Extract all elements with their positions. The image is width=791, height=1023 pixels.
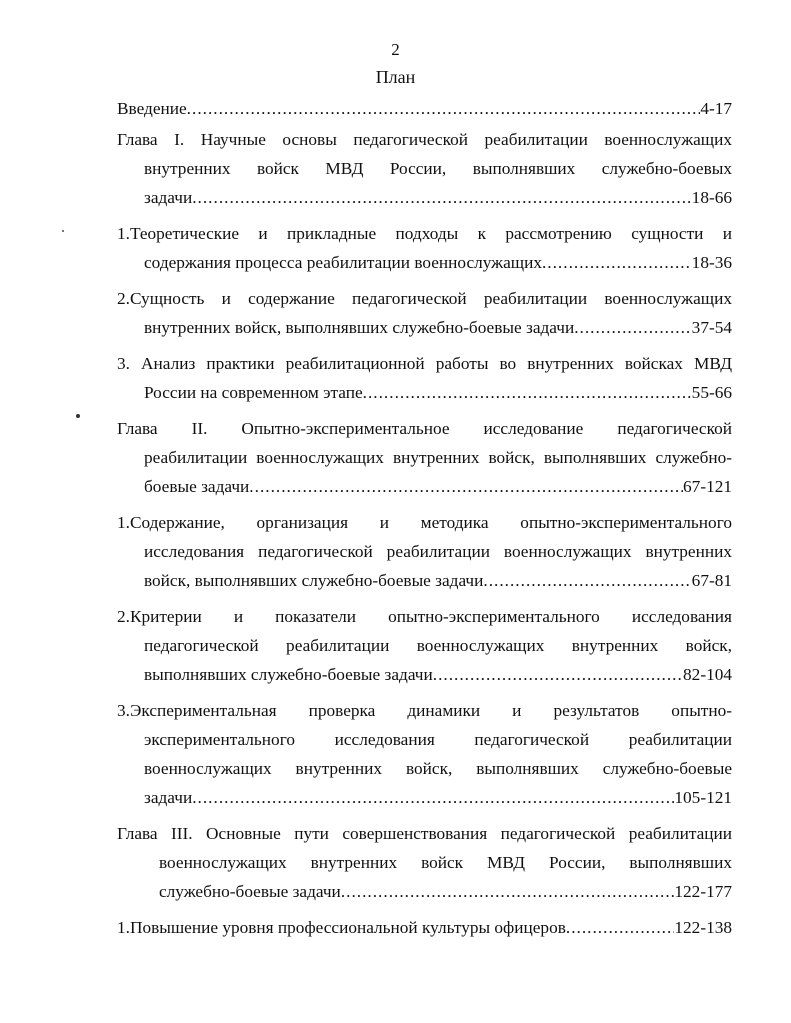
toc-line-last <box>117 566 732 595</box>
toc-entry-title: выполнявших служебно-боевые задачи <box>144 665 433 684</box>
toc-entry-pages: 67-81 <box>691 571 732 590</box>
table-of-contents <box>117 94 732 942</box>
page-number: 2 <box>391 40 400 59</box>
toc-line: 3.Экспериментальная проверка динамики и результатов опытно- <box>117 701 732 720</box>
toc-entry-pages: 37-54 <box>691 318 732 337</box>
toc-entry-section-3-1[interactable] <box>117 913 732 942</box>
toc-line: 2.Критерии и показатели опытно-экспериментального исследования <box>117 607 732 626</box>
toc-entry-section-2-3[interactable] <box>117 696 732 812</box>
toc-entry-section-1-2[interactable] <box>117 284 732 342</box>
toc-entry-pages: 122-138 <box>674 918 732 937</box>
toc-entry-section-1-3[interactable] <box>117 349 732 407</box>
toc-line-last <box>117 877 732 906</box>
toc-entry-title: содержания процесса реабилитации военнослужащих <box>144 253 542 272</box>
toc-entry-title: боевые задачи <box>144 477 250 496</box>
dot-leader <box>483 566 691 595</box>
toc-entry-section-2-1[interactable] <box>117 508 732 595</box>
toc-entry-section-2-2[interactable] <box>117 602 732 689</box>
dot-leader <box>363 378 692 407</box>
dot-leader <box>542 248 692 277</box>
toc-line-last <box>117 378 732 407</box>
toc-entry-chapter-2[interactable] <box>117 414 732 501</box>
toc-entry-pages: 55-66 <box>691 383 732 402</box>
toc-line: реабилитации военнослужащих внутренних войск, выполнявших служебно- <box>144 448 732 467</box>
toc-line: исследования педагогической реабилитации военнослужащих внутренних <box>144 542 732 561</box>
toc-entry-title: внутренних войск, выполнявших служебно-боевые задачи <box>144 318 575 337</box>
toc-entry-section-1-1[interactable] <box>117 219 732 277</box>
dot-leader <box>566 913 675 942</box>
page-title: План <box>375 67 416 87</box>
toc-line-last <box>117 472 732 501</box>
toc-entry-chapter-3[interactable] <box>117 819 732 906</box>
toc-line-last <box>117 94 732 123</box>
toc-entry-title: войск, выполнявших служебно-боевые задачи <box>144 571 484 590</box>
dot-leader <box>187 94 701 123</box>
toc-entry-title: России на современном этапе <box>144 383 363 402</box>
toc-entry-title: служебно-боевые задачи <box>159 882 341 901</box>
toc-line: военнослужащих внутренних войск, выполнявших служебно-боевые <box>144 759 732 778</box>
toc-line-last <box>117 783 732 812</box>
dot-leader <box>574 313 691 342</box>
toc-line: 3. Анализ практики реабилитационной работы во внутренних войсках МВД <box>117 354 732 373</box>
toc-entry-chapter-1[interactable] <box>117 125 732 212</box>
toc-entry-pages: 18-66 <box>691 188 732 207</box>
toc-entry-title: 1.Повышение уровня профессиональной культуры офицеров <box>117 918 566 937</box>
toc-line-last <box>117 313 732 342</box>
scan-speck <box>62 230 64 232</box>
toc-entry-title: задачи <box>144 188 193 207</box>
toc-entry-title: задачи <box>144 788 193 807</box>
dot-leader <box>249 472 683 501</box>
toc-entry-pages: 67-121 <box>683 477 732 496</box>
toc-entry-intro[interactable] <box>117 94 732 123</box>
toc-line: Глава I. Научные основы педагогической реабилитации военнослужащих <box>117 130 732 149</box>
toc-entry-title: Введение <box>117 99 187 118</box>
toc-entry-pages: 4-17 <box>700 99 732 118</box>
toc-entry-pages: 122-177 <box>674 882 732 901</box>
toc-line: педагогической реабилитации военнослужащих внутренних войск, <box>144 636 732 655</box>
toc-line: Глава III. Основные пути совершенствования педагогической реабилитации <box>117 824 732 843</box>
toc-entry-pages: 82-104 <box>683 665 732 684</box>
dot-leader <box>192 783 674 812</box>
toc-line-last <box>117 183 732 212</box>
toc-line: 2.Сущность и содержание педагогической реабилитации военнослужащих <box>117 289 732 308</box>
toc-line: 1.Содержание, организация и методика опытно-экспериментального <box>117 513 732 532</box>
scan-dot <box>76 414 80 418</box>
toc-line: внутренних войск МВД России, выполнявших служебно-боевых <box>144 159 732 178</box>
toc-line-last <box>117 913 732 942</box>
toc-line: экспериментального исследования педагогической реабилитации <box>144 730 732 749</box>
toc-entry-pages: 105-121 <box>674 788 732 807</box>
toc-line: Глава II. Опытно-экспериментальное исследование педагогической <box>117 419 732 438</box>
dot-leader <box>433 660 683 689</box>
toc-line: военнослужащих внутренних войск МВД России, выполнявших <box>159 853 732 872</box>
toc-line-last <box>117 248 732 277</box>
toc-line-last <box>117 660 732 689</box>
dot-leader <box>192 183 691 212</box>
dot-leader <box>341 877 675 906</box>
toc-entry-pages: 18-36 <box>691 253 732 272</box>
toc-line: 1.Теоретические и прикладные подходы к рассмотрению сущности и <box>117 224 732 243</box>
